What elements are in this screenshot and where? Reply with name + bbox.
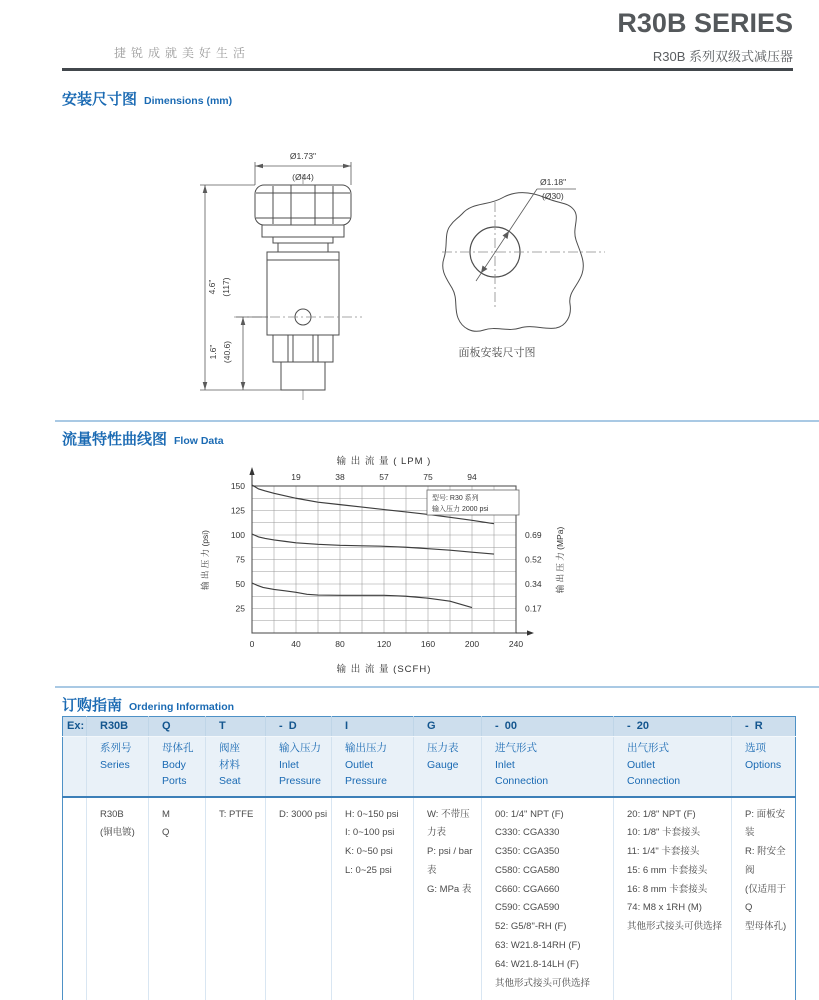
y-tick-label-left: 150 [230,481,245,491]
code-ex: Ex: [63,717,87,737]
cell-line: 16: 8 mm 卡套接头 [627,883,708,895]
cell-line: P: 面板安装 [745,808,786,839]
chart-top-axis-title: 输 出 流 量 ( LPM ) [336,456,432,467]
dim-arrow [481,266,488,274]
header-inlet-connection [482,737,614,797]
cell-line: 其他形式接头可供选择 [627,921,723,933]
cell-line: (仅适用于Q [745,883,787,914]
cell-line: 型母体孔) [745,921,787,933]
y-tick-label-left: 25 [235,603,245,614]
section-title-dimensions [62,88,232,109]
cell-line: Gauge [427,758,459,771]
cell-line: 10: 1/8" 卡套接头 [627,827,701,839]
flow-data-chart [195,450,625,682]
flow-curve [252,534,494,554]
chart-left-axis-label: 输 出 压 力 (psi) [200,530,210,590]
cell-line: Ports [162,775,187,787]
cell-line: Outlet [345,758,374,771]
dim-arrow [503,231,510,239]
cell-line: 64: W21.8-14LH (F) [495,958,579,970]
header-outlet-connection [614,737,732,797]
dim-arrow [241,317,246,325]
cell-ex [63,797,87,1000]
y-axis-arrow [249,467,254,475]
cell-line: 11: 1/4" 卡套接头 [627,846,700,858]
header-rule [62,68,793,71]
cell-line: G: MPa 表 [427,883,472,895]
y-tick-label-left: 125 [230,505,245,516]
cell-line: Pressure [279,775,322,787]
header-outlet-pressure [332,737,414,797]
code-inlet-connection: - 00 [482,717,614,737]
y-tick-label-right: 0.69 [525,530,542,540]
cell-line: K: 0~50 psi [345,846,393,858]
cell-line: 00: 1/4" NPT (F) [495,808,564,820]
cell-line: Seat [219,775,241,787]
y-tick-label-left: 75 [235,554,245,565]
cell-line: Options [745,758,782,771]
section-title-ordering [62,694,234,715]
cell-line: H: 0~150 psi [345,808,399,820]
cell-inlet-connection [482,797,614,1000]
panel-mount-caption: 面板安装尺寸图 [458,347,536,359]
dim-arrow [203,185,208,193]
cell-line: C580: CGA580 [495,864,560,876]
section-separator [55,686,819,688]
x-tick-label: 40 [291,639,301,649]
cap-diameter-inch: Ø1.73" [289,151,317,161]
neck [278,243,328,252]
code-body-ports: Q [149,717,206,737]
code-outlet-connection: - 20 [614,717,732,737]
panel-mount-view [442,177,605,359]
cell-line: Pressure [345,775,388,787]
cap-diameter-mm: (Ø44) [292,172,314,182]
cell-line: 系列号 [100,742,132,754]
y-tick-label-right: 0.34 [525,579,542,589]
code-seat: T [206,717,266,737]
section-title-zh: 订购指南 [62,697,123,714]
cell-gauge [414,797,482,1000]
section-title-flow [62,428,224,449]
cell-line: 74: M8 x 1RH (M) [627,902,702,914]
cell-line: 输出压力 [345,742,387,754]
x-tick-label: 120 [376,639,392,649]
hole-diameter-mm: (Ø30) [542,191,564,201]
cell-line: 进气形式 [495,742,537,754]
cell-line: 15: 6 mm 卡套接头 [627,864,708,876]
header-gauge [414,737,482,797]
x-tick-label: 0 [249,639,255,649]
code-inlet-pressure: - D [266,717,332,737]
cell-line: 52: G5/8"-RH (F) [495,921,567,933]
top-tick-label: 75 [423,472,433,482]
brand-tagline: 捷锐成就美好生活 [114,46,251,60]
example-code-row [63,717,796,737]
cell-line: Inlet [279,758,299,771]
dim-arrow [241,382,246,390]
cell-line: D: 3000 psi [279,808,328,820]
top-tick-label: 38 [335,472,345,482]
y-tick-label-left: 50 [235,579,245,589]
x-tick-label: 80 [335,639,345,649]
cell-line: Q [162,827,170,839]
chart-annotation-inlet-pressure: 输入压力 2000 psi [432,506,489,513]
code-outlet-pressure: I [332,717,414,737]
section-title-zh: 安装尺寸图 [62,91,138,108]
y-tick-label-right: 0.17 [525,603,542,614]
lower-height-mm: (40.6) [222,340,232,364]
top-tick-label: 94 [467,472,477,482]
page-subtitle: R30B 系列双级式减压器 [652,49,793,64]
cell-line: Connection [627,775,681,787]
page-title: R30B SERIES [617,8,793,38]
cell-line: C660: CGA660 [495,883,560,895]
cell-line: C350: CGA350 [495,846,560,858]
cell-line: R: 附安全阀 [745,846,786,876]
ordering-table [62,716,796,1000]
cell-line: 材料 [219,758,240,771]
header-options [732,737,796,797]
top-tick-label: 57 [379,472,389,482]
cell-line: T: PTFE [219,808,254,820]
cell-options [732,797,796,1000]
cell-line: L: 0~25 psi [345,864,392,876]
cell-line: P: psi / bar 表 [427,846,473,876]
hole-diameter-inch: Ø1.18" [540,177,567,187]
cell-body-ports [149,797,206,1000]
code-series: R30B [87,717,149,737]
top-tick-label: 19 [291,472,301,482]
column-header-row [63,737,796,797]
cell-outlet-pressure [332,797,414,1000]
inlet-stub [281,362,325,390]
section-title-en: Dimensions (mm) [144,95,233,107]
cell-line: 压力表 [427,742,459,754]
cap-collar [262,225,344,237]
cell-line: R30B [100,808,124,820]
overall-height-mm: (117) [221,277,231,297]
cell-line: Inlet [495,758,515,771]
header-series [87,737,149,797]
cell-line: M [162,808,170,820]
dimension-drawing [170,130,640,405]
cell-line: 母体孔 [162,742,194,754]
option-values-row [63,797,796,1000]
hex-nut [273,335,333,362]
section-separator [55,420,819,422]
cell-line: Connection [495,775,549,787]
main-body [267,252,339,335]
bonnet-step [273,237,333,243]
header-inlet-pressure [266,737,332,797]
section-title-zh: 流量特性曲线图 [62,431,168,448]
cell-line: Body [162,758,186,771]
chart-annotation-model: 型号: R30 系列 [432,495,479,502]
cell-seat [206,797,266,1000]
lower-height-inch: 1.6" [208,344,218,360]
header-ex [63,737,87,797]
regulator-front-view [234,174,362,400]
cell-line: I: 0~100 psi [345,827,395,839]
cell-series [87,797,149,1000]
cell-line: 选项 [745,742,766,754]
header-seat [206,737,266,797]
y-tick-label-left: 100 [230,530,245,540]
x-axis-arrow [527,630,534,635]
cell-line: 阀座 [219,742,240,754]
cell-line: C590: CGA590 [495,902,560,914]
chart-right-axis-label: 输 出 压 力 (MPa) [555,526,565,594]
cell-outlet-connection [614,797,732,1000]
adjustment-cap [255,185,351,225]
cell-line: 输入压力 [279,742,321,754]
x-tick-label: 160 [420,639,436,649]
x-tick-label: 240 [508,639,524,649]
overall-height-inch: 4.6" [207,279,217,295]
cell-line: Outlet [627,758,656,771]
cell-inlet-pressure [266,797,332,1000]
cell-line: Series [100,758,130,771]
x-tick-label: 200 [464,639,480,649]
cell-line: 20: 1/8" NPT (F) [627,808,696,820]
cell-line: 63: W21.8-14RH (F) [495,940,581,952]
dim-arrow [203,382,208,390]
code-options: - R [732,717,796,737]
cell-line: C330: CGA330 [495,827,560,839]
section-title-en: Ordering Information [129,701,235,713]
header-body-ports [149,737,206,797]
section-title-en: Flow Data [174,435,224,447]
cell-line: W: 不带压力表 [427,808,470,839]
chart-bottom-axis-title: 输 出 流 量 (SCFH) [336,664,432,675]
cell-line: 其他形式接头可供选择 [495,977,591,989]
y-tick-label-right: 0.52 [525,554,542,565]
code-gauge: G [414,717,482,737]
panel-outline [443,193,584,332]
cell-line: 出气形式 [627,742,669,754]
dim-arrow [343,164,351,169]
dim-arrow [255,164,263,169]
cell-line: (铜电镀) [100,827,135,839]
